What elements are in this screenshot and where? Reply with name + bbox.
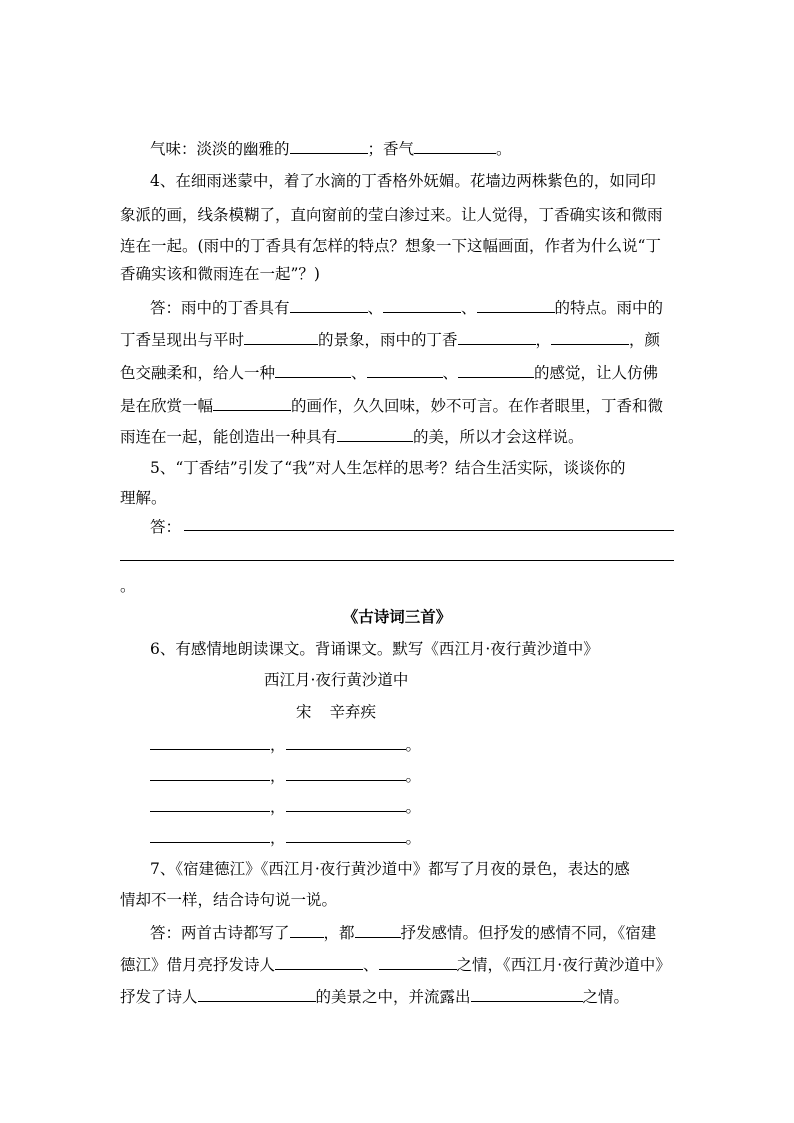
q3-text-3: 。 — [496, 140, 512, 158]
q7-answer-line-2: 德江》借月亮抒发诗人 、 之情，《西江月·夜行黄沙道中》 — [120, 956, 671, 974]
q4-line-1: 4、在细雨迷蒙中，着了水滴的丁香格外妩媚。花墙边两株紫色的，如同印 — [150, 172, 656, 190]
blank[interactable] — [471, 986, 583, 1002]
q4-answer-line-2: 丁香呈现出与平时 的景象，雨中的丁香 ， ，颜 — [120, 331, 661, 349]
poem-blank-row: ， 。 — [150, 765, 421, 786]
poem-blank-row: ， 。 — [150, 827, 421, 848]
blank[interactable] — [213, 395, 291, 411]
blank[interactable] — [414, 138, 496, 154]
blank[interactable] — [355, 922, 401, 938]
poem-author: 辛弃疾 — [329, 703, 377, 721]
q4-answer-line-5: 雨连在一起，能创造出一种具有 的美，所以才会这样说。 — [120, 428, 584, 446]
blank[interactable] — [286, 827, 406, 843]
blank[interactable] — [379, 954, 457, 970]
q7-line-1: 7、《宿建德江》《西江月·夜行黄沙道中》都写了月夜的景色，表达的感 — [150, 860, 630, 878]
q4-line-2: 象派的画，线条模糊了，直向窗前的莹白渗过来。让人觉得，丁香确实该和微雨 — [120, 206, 663, 224]
q7-answer-line-1: 答：两首古诗都写了 ，都 抒发感情。但抒发的感情不同，《宿建 — [150, 924, 657, 942]
poem-byline — [296, 702, 376, 722]
q5-answer-label: 答： — [150, 518, 182, 536]
blank[interactable] — [150, 765, 270, 781]
q6-instruction: 6、有感情地朗读课文。背诵课文。默写《西江月·夜行黄沙道中》 — [150, 640, 599, 658]
blank[interactable] — [286, 765, 406, 781]
blank[interactable] — [286, 734, 406, 750]
blank[interactable] — [337, 426, 413, 442]
answer-line[interactable] — [120, 560, 674, 561]
q4-answer-line-3: 色交融柔和，给人一种 、 、 的感觉，让人仿佛 — [120, 364, 659, 382]
blank[interactable] — [551, 329, 629, 345]
blank[interactable] — [150, 734, 270, 750]
blank[interactable] — [367, 362, 443, 378]
blank[interactable] — [286, 796, 406, 812]
poem-dynasty: 宋 — [296, 703, 312, 721]
q4-answer-line-4: 是在欣赏一幅 的画作，久久回味，妙不可言。在作者眼里，丁香和微 — [120, 397, 664, 415]
blank[interactable] — [458, 329, 536, 345]
q5-end-mark: 。 — [120, 577, 136, 595]
section-title: 《古诗词三首》 — [342, 607, 452, 626]
answer-line[interactable] — [184, 530, 674, 531]
blank[interactable] — [275, 362, 351, 378]
q5-line-1: 5、“丁香结”引发了“我”对人生怎样的思考？结合生活实际，谈谈你的 — [150, 459, 626, 477]
q4-answer-line-1: 答：雨中的丁香具有 、 、 的特点。雨中的 — [150, 299, 664, 317]
blank[interactable] — [477, 297, 555, 313]
q4-line-3: 连在一起。(雨中的丁香具有怎样的特点？想象一下这幅画面，作者为什么说“丁 — [120, 237, 661, 255]
blank[interactable] — [244, 329, 318, 345]
q7-line-2: 情却不一样，结合诗句说一说。 — [120, 891, 338, 909]
blank[interactable] — [383, 297, 461, 313]
poem-blank-row: ， 。 — [150, 734, 421, 755]
q7-answer-line-3: 抒发了诗人 的美景之中，并流露出 之情。 — [120, 988, 630, 1006]
q3-scent-line — [150, 138, 680, 159]
q4-line-4: 香确实该和微雨连在一起”？) — [120, 265, 320, 283]
q3-text-1: 气味：淡淡的幽雅的 — [150, 140, 290, 158]
blank[interactable] — [290, 922, 324, 938]
q5-line-2: 理解。 — [120, 489, 167, 507]
blank[interactable] — [290, 297, 368, 313]
blank[interactable] — [275, 954, 363, 970]
blank[interactable] — [198, 986, 316, 1002]
blank[interactable] — [290, 138, 368, 154]
blank[interactable] — [458, 362, 534, 378]
poem-title: 西江月·夜行黄沙道中 — [264, 671, 409, 689]
blank[interactable] — [150, 827, 270, 843]
blank[interactable] — [150, 796, 270, 812]
q3-text-2: ；香气 — [367, 140, 415, 158]
poem-blank-row: ， 。 — [150, 796, 421, 817]
